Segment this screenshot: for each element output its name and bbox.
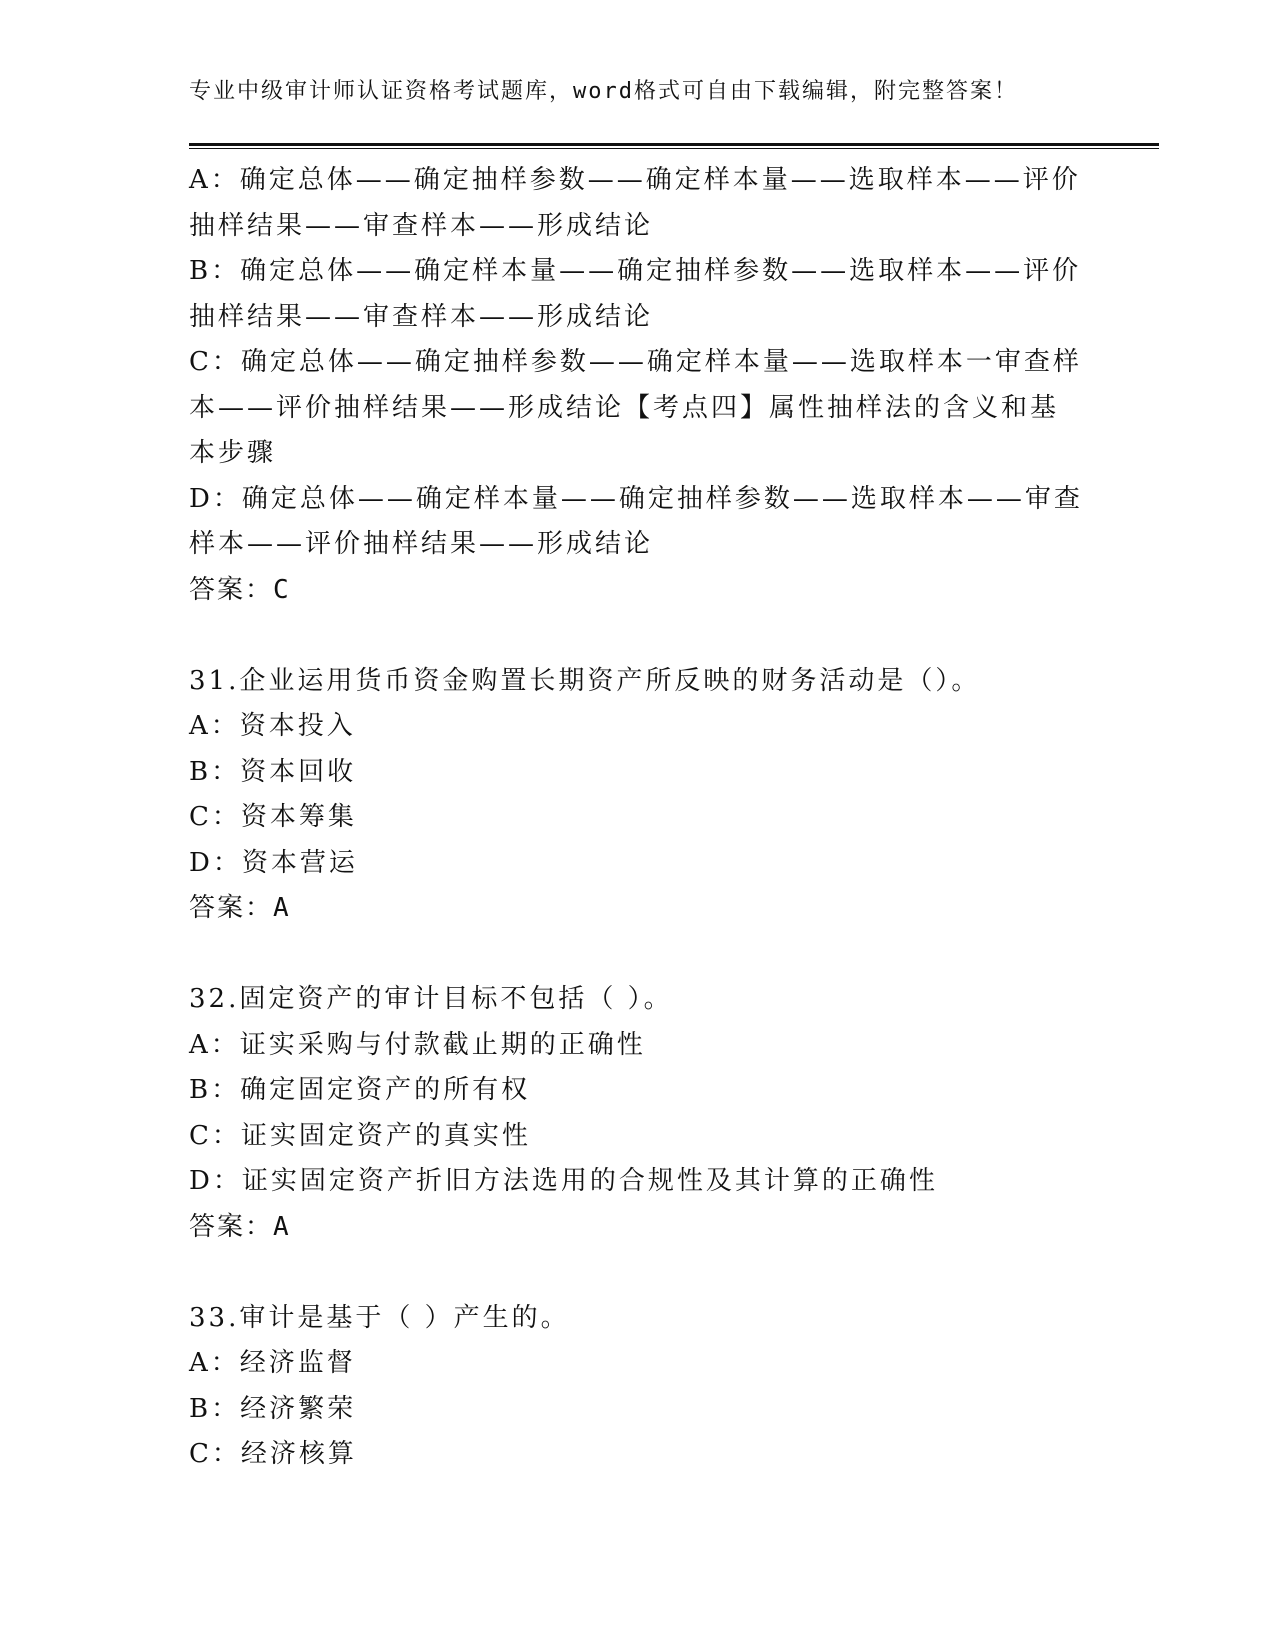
answer-value: A [273, 1211, 291, 1242]
q31-stem: 31.企业运用货币资金购置长期资产所反映的财务活动是（）。 [189, 665, 981, 696]
option-line: B：确定总体——确定样本量——确定抽样参数——选取样本——评价 [189, 256, 1082, 286]
header-divider [189, 143, 1159, 149]
q33-option-b: B：经济繁荣 [189, 1393, 357, 1424]
q31-answer [189, 886, 1079, 932]
option-line: D：确定总体——确定样本量——确定抽样参数——选取样本——审查 [189, 483, 1083, 514]
q32-option-b: B：确定固定资产的所有权 [189, 1075, 531, 1105]
q32-stem: 32.固定资产的审计目标不包括（ ）。 [189, 984, 673, 1014]
q31-option-c: C：资本筹集 [189, 802, 357, 832]
q30-option-b [189, 249, 1082, 340]
q30-option-a [189, 158, 1079, 249]
q32-option-a: A：证实采购与付款截止期的正确性 [189, 1029, 646, 1060]
spacer [189, 613, 1079, 659]
spacer [189, 932, 1079, 978]
q30-answer [189, 568, 1079, 614]
answer-value: A [273, 893, 291, 923]
option-line: C：确定总体——确定抽样参数——确定样本量——选取样本一审查样 [189, 347, 1082, 377]
answer-label: 答案： [189, 893, 274, 923]
spacer [189, 1250, 1079, 1296]
option-line: 本步骤 [189, 438, 277, 468]
option-line: 抽样结果——审查样本——形成结论 [189, 210, 654, 241]
option-line: 样本——评价抽样结果——形成结论 [189, 529, 654, 559]
q33-stem: 33.审计是基于（ ）产生的。 [189, 1302, 570, 1333]
option-line: 抽样结果——审查样本——形成结论 [189, 301, 654, 332]
answer-label: 答案： [189, 574, 274, 605]
q33-option-a: A：经济监督 [189, 1348, 356, 1378]
q32-answer [189, 1205, 1079, 1251]
question-content [189, 158, 1083, 1478]
q30-option-c [189, 340, 1082, 477]
q32-option-c: C：证实固定资产的真实性 [189, 1120, 531, 1151]
q31-option-d: D：资本营运 [189, 847, 358, 878]
q33-option-c: C：经济核算 [189, 1439, 357, 1469]
q31-option-b: B：资本回收 [189, 756, 357, 787]
q31-option-a: A：资本投入 [189, 711, 356, 741]
q30-option-d [189, 477, 1083, 568]
option-line: A：确定总体——确定抽样参数——确定样本量——选取样本——评价 [189, 165, 1081, 195]
q32-option-d: D：证实固定资产折旧方法选用的合规性及其计算的正确性 [189, 1166, 938, 1196]
answer-value: C [273, 574, 291, 605]
answer-label: 答案： [189, 1211, 274, 1242]
page-header: 专业中级审计师认证资格考试题库，word格式可自由下载编辑，附完整答案！ [189, 79, 1018, 104]
option-line: 本——评价抽样结果——形成结论【考点四】属性抽样法的含义和基 [189, 392, 1060, 423]
